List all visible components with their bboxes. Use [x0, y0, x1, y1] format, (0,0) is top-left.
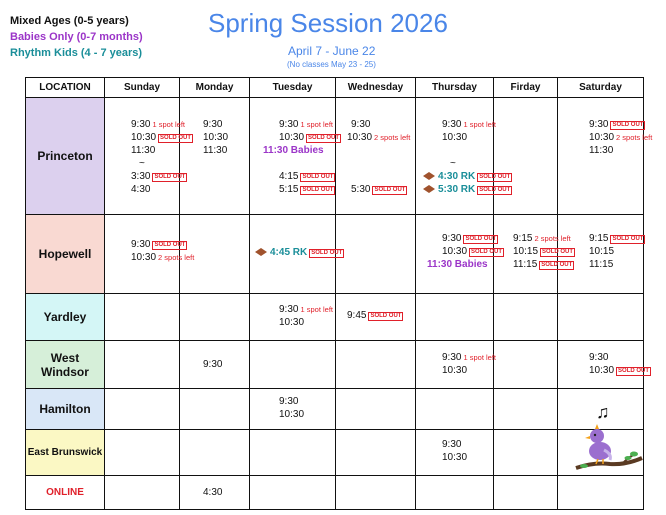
sold-out-badge: SOLD OUT [479, 174, 511, 180]
spots-left: 1 spot left [300, 120, 333, 129]
cell-hopewell-sat [558, 215, 644, 294]
cell-hopewell-fri [494, 215, 574, 294]
cell-online-fri [494, 476, 558, 510]
sold-out-badge: SOLD OUT [308, 135, 340, 141]
cell-hopewell-thu [416, 215, 503, 294]
time: 9:45 [347, 310, 367, 321]
time: 9:15 [589, 233, 609, 244]
sold-out-badge: SOLD OUT [370, 313, 402, 319]
sold-out-badge: SOLD OUT [154, 242, 186, 248]
row-eastbrunswick [26, 430, 644, 476]
cell-westwindsor-thu [416, 341, 494, 389]
sold-out-badge: SOLD OUT [612, 122, 644, 128]
cell-hamilton-thu [416, 389, 494, 430]
sold-out-badge: SOLD OUT [541, 262, 573, 268]
rhythm-kids-class: 4:30 RK [438, 171, 476, 182]
drum-icon [423, 184, 435, 192]
cell-hamilton-fri [494, 389, 558, 430]
spots-left: 2 spots left [534, 234, 571, 243]
cell-hamilton-mon [180, 389, 250, 430]
cell-westwindsor-wed [336, 341, 416, 389]
col-wednesday: Wednesday [336, 78, 416, 98]
cell-yardley-fri [494, 294, 558, 341]
legend-babies-only: Babies Only (0-7 months) [10, 31, 143, 43]
time: 11:30 [589, 145, 614, 156]
cell-westwindsor-tue [250, 341, 336, 389]
cell-princeton-wed [336, 98, 416, 215]
time: 10:30 [347, 132, 373, 143]
cell-westwindsor-sat [558, 341, 650, 389]
legend-rhythm-kids: Rhythm Kids (4 - 7 years) [10, 47, 143, 59]
location-online: ONLINE [26, 476, 105, 510]
time: 11:15 [589, 259, 614, 270]
time: 9:30 [351, 119, 371, 130]
row-hamilton [26, 389, 644, 430]
time: 10:30 [279, 317, 305, 328]
sold-out-badge: SOLD OUT [302, 187, 334, 193]
session-dates: April 7 - June 22 [288, 44, 376, 58]
time: 10:15 [589, 246, 615, 257]
location-princeton: Princeton [26, 98, 105, 215]
cell-princeton-thu [416, 98, 511, 215]
cell-eastbrunswick-sun [105, 430, 180, 476]
cell-hopewell-tue [250, 215, 343, 294]
cell-eastbrunswick-wed [336, 430, 416, 476]
spots-left: 2 spots left [374, 133, 411, 142]
sold-out-badge: SOLD OUT [302, 174, 334, 180]
cell-online-wed [336, 476, 416, 510]
cell-eastbrunswick-thu [416, 430, 494, 476]
time: 11:30 [203, 145, 228, 156]
location-hamilton: Hamilton [26, 389, 105, 430]
cell-eastbrunswick-tue [250, 430, 336, 476]
time: 10:30 [442, 365, 468, 376]
time: 3:30 [131, 171, 151, 182]
cell-princeton-sun [105, 98, 192, 215]
time: 4:15 [279, 171, 299, 182]
col-thursday: Thursday [416, 78, 494, 98]
sold-out-badge: SOLD OUT [311, 250, 343, 256]
time: 9:30 [279, 304, 299, 315]
time: 9:30 [203, 359, 223, 370]
cell-online-mon [180, 476, 250, 510]
time: 9:30 [589, 352, 609, 363]
time: 10:30 [442, 132, 468, 143]
legend [10, 13, 143, 61]
cell-hamilton-wed [336, 389, 416, 430]
bird-on-branch-icon [574, 418, 644, 481]
row-westwindsor [26, 341, 644, 389]
cell-princeton-tue [250, 98, 340, 215]
spots-left: 1 spot left [152, 120, 185, 129]
page-title: Spring Session 2026 [208, 8, 448, 38]
separator: ~ [450, 158, 456, 169]
time: 9:15 [513, 233, 533, 244]
time: 9:30 [279, 396, 299, 407]
babies-class: 11:30 Babies [427, 259, 488, 270]
cell-online-tue [250, 476, 336, 510]
sold-out-badge: SOLD OUT [465, 236, 497, 242]
row-princeton [26, 98, 644, 215]
spots-left: 2 spots left [158, 253, 195, 262]
cell-online-thu [416, 476, 494, 510]
time: 10:30 [131, 132, 157, 143]
col-friday: Firday [494, 78, 558, 98]
time: 9:30 [442, 233, 462, 244]
separator: ~ [139, 158, 145, 169]
sold-out-badge: SOLD OUT [479, 187, 511, 193]
time: 9:30 [442, 439, 462, 450]
cell-hamilton-sun [105, 389, 180, 430]
rhythm-kids-class: 5:30 RK [438, 184, 476, 195]
time: 9:30 [131, 119, 151, 130]
cell-yardley-thu [416, 294, 494, 341]
time: 9:30 [131, 239, 151, 250]
cell-princeton-fri [494, 98, 558, 215]
time: 9:30 [589, 119, 609, 130]
time: 10:30 [589, 132, 615, 143]
location-west-windsor: West Windsor [26, 341, 105, 389]
spots-left: 1 spot left [463, 120, 496, 129]
cell-yardley-sun [105, 294, 180, 341]
cell-yardley-tue [250, 294, 336, 341]
cell-hopewell-sun [105, 215, 195, 294]
col-saturday: Saturday [558, 78, 644, 98]
cell-princeton-mon [180, 98, 250, 215]
cell-westwindsor-sun [105, 341, 180, 389]
time: 9:30 [279, 119, 299, 130]
sold-out-badge: SOLD OUT [612, 236, 644, 242]
header-row [26, 78, 644, 98]
cell-yardley-wed [336, 294, 416, 341]
cell-princeton-sat [558, 98, 653, 215]
location-yardley: Yardley [26, 294, 105, 341]
cell-online-sun [105, 476, 180, 510]
sold-out-badge: SOLD OUT [374, 187, 406, 193]
time: 10:15 [513, 246, 539, 257]
cell-westwindsor-mon [180, 341, 250, 389]
col-sunday: Sunday [105, 78, 180, 98]
time: 9:30 [203, 119, 223, 130]
time: 9:30 [442, 119, 462, 130]
cell-westwindsor-fri [494, 341, 558, 389]
time: 5:30 [351, 184, 371, 195]
row-hopewell [26, 215, 644, 294]
location-east-brunswick: East Brunswick [26, 430, 105, 476]
col-monday: Monday [180, 78, 250, 98]
drum-icon [255, 247, 267, 255]
cell-hopewell-mon [180, 215, 250, 294]
cell-eastbrunswick-mon [180, 430, 250, 476]
row-yardley [26, 294, 644, 341]
time: 9:30 [442, 352, 462, 363]
time: 11:15 [513, 259, 538, 270]
cell-yardley-sat [558, 294, 644, 341]
col-location: LOCATION [26, 78, 105, 98]
time: 10:30 [203, 132, 229, 143]
location-hopewell: Hopewell [26, 215, 105, 294]
time: 10:30 [442, 452, 468, 463]
sold-out-badge: SOLD OUT [542, 249, 574, 255]
time: 10:30 [279, 409, 305, 420]
rhythm-kids-class: 4:45 RK [270, 247, 308, 258]
spots-left: 2 spots left [616, 133, 653, 142]
time: 4:30 [203, 487, 223, 498]
time: 11:30 [131, 145, 156, 156]
sold-out-badge: SOLD OUT [618, 368, 650, 374]
sold-out-badge: SOLD OUT [154, 174, 186, 180]
cell-hopewell-wed [336, 215, 416, 294]
time: 10:30 [279, 132, 305, 143]
row-online [26, 476, 644, 510]
cell-yardley-mon [180, 294, 250, 341]
col-tuesday: Tuesday [250, 78, 336, 98]
spots-left: 1 spot left [300, 305, 333, 314]
music-note-icon: ♫ [596, 402, 610, 422]
session-note: (No classes May 23 - 25) [287, 60, 376, 69]
spots-left: 1 spot left [463, 353, 496, 362]
time: 10:30 [442, 246, 468, 257]
cell-hamilton-tue [250, 389, 336, 430]
drum-icon [423, 171, 435, 179]
time: 10:30 [589, 365, 615, 376]
legend-mixed-ages: Mixed Ages (0-5 years) [10, 15, 129, 27]
sold-out-badge: SOLD OUT [160, 135, 192, 141]
schedule-table [25, 77, 653, 510]
time: 4:30 [131, 184, 151, 195]
sold-out-badge: SOLD OUT [471, 249, 503, 255]
time: 5:15 [279, 184, 299, 195]
cell-eastbrunswick-fri [494, 430, 558, 476]
babies-class: 11:30 Babies [263, 145, 324, 156]
time: 10:30 [131, 252, 157, 263]
